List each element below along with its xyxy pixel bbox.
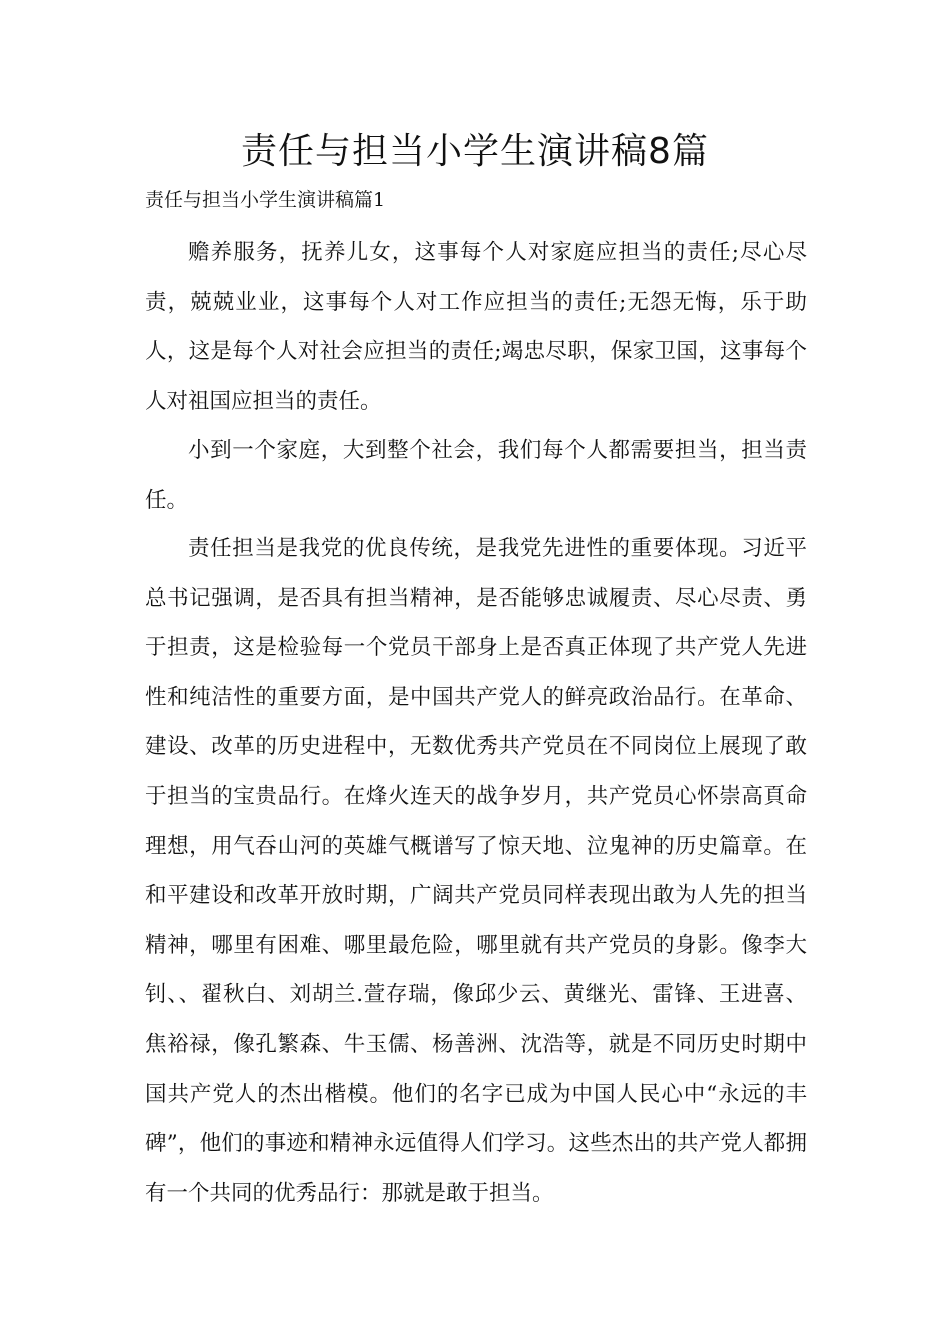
paragraph-1: 赡养服务，抚养儿女，这事每个人对家庭应担当的责任;尽心尽责，兢兢业业，这事每个人对工作应担当的责任;无怨无悔，乐于助人，这是每个人对社会应担当的责任;竭忠尽职，保家卫国，这事每个人对祖国应担当的责任。: [145, 240, 807, 414]
section-heading: 责任与担当小学生演讲稿篇1: [145, 189, 386, 211]
paragraph-3: 责任担当是我党的优良传统，是我党先进性的重要体现。习近平总书记强调，是否具有担当精神，是否能够忠诚履责、尽心尽责、勇于担责，这是检验每一个党员干部身上是否真正体现了共产党人先进性和纯洁性的重要方面，是中国共产党人的鲜亮政治品行。在革命、建设、改革的历史进程中，无数优秀共产党员在不同岗位上展现了敢于担当的宝贵品行。在烽火连天的战争岁月，共产党员心怀崇高頁命理想，用气吞山河的英雄气概谱写了惊天地、泣鬼神的历史篇章。在和平建设和改革开放时期，广阔共产党员同样表现出敢为人先的担当精神，哪里有困难、哪里最危险，哪里就有共产党员的身影。像李大钊、、翟秋白、刘胡兰.萱存瑞，像邱少云、黄继光、雷锋、王进喜、焦裕禄，像孔繁森、牛玉儒、杨善洲、沈浩等，就是不同历史时期中国共产党人的杰出楷模。他们的名字已成为中国人民心中“永远的丰碑”，他们的事迹和精神永远值得人们学习。这些杰出的共产党人都拥有一个共同的优秀品行：那就是敢于担当。: [145, 536, 807, 1206]
document-title: 责任与担当小学生演讲稿8篇: [241, 131, 709, 172]
paragraph-2: 小到一个家庭，大到整个社会，我们每个人都需要担当，担当责任。: [145, 438, 807, 513]
